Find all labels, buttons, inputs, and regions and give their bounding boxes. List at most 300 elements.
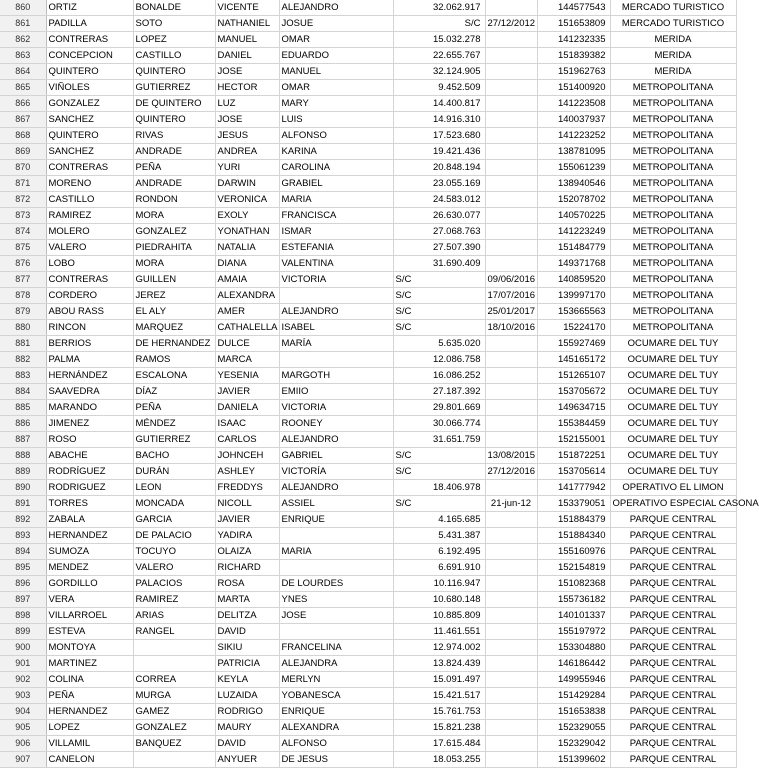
cell-last-name-1[interactable]: RODRIGUEZ (46, 480, 133, 496)
cell-date[interactable] (485, 240, 537, 256)
cell-last-name-2[interactable]: CASTILLO (133, 48, 215, 64)
cell-location[interactable]: METROPOLITANA (610, 256, 736, 272)
cell-code[interactable]: 151962763 (537, 64, 610, 80)
cell-first-name-1[interactable]: JOHNCEH (215, 448, 279, 464)
cell-location[interactable]: PARQUE CENTRAL (610, 720, 736, 736)
cell-last-name-2[interactable]: MORA (133, 256, 215, 272)
cell-last-name-1[interactable]: QUINTERO (46, 64, 133, 80)
cell-code[interactable]: 152329055 (537, 720, 610, 736)
cell-code[interactable]: 140037937 (537, 112, 610, 128)
cell-first-name-1[interactable]: MAURY (215, 720, 279, 736)
cell-first-name-1[interactable]: DAVID (215, 624, 279, 640)
cell-first-name-2[interactable] (279, 528, 393, 544)
cell-id-number[interactable]: 15.091.497 (393, 672, 485, 688)
cell-first-name-1[interactable]: NATALIA (215, 240, 279, 256)
cell-last-name-1[interactable]: RODRÍGUEZ (46, 464, 133, 480)
cell-id-number[interactable]: 16.086.252 (393, 368, 485, 384)
cell-last-name-1[interactable]: ROSO (46, 432, 133, 448)
cell-date[interactable]: 27/12/2016 (485, 464, 537, 480)
cell-last-name-2[interactable]: MARQUEZ (133, 320, 215, 336)
cell-code[interactable]: 153304880 (537, 640, 610, 656)
cell-first-name-2[interactable] (279, 560, 393, 576)
cell-last-name-1[interactable]: VILLAMIL (46, 736, 133, 752)
cell-last-name-2[interactable] (133, 656, 215, 672)
cell-last-name-1[interactable]: GORDILLO (46, 576, 133, 592)
cell-date[interactable] (485, 752, 537, 768)
cell-date[interactable]: 21-jun-12 (485, 496, 537, 512)
cell-first-name-1[interactable]: CARLOS (215, 432, 279, 448)
cell-location[interactable]: METROPOLITANA (610, 112, 736, 128)
cell-id-number[interactable]: 29.801.669 (393, 400, 485, 416)
cell-id-number[interactable]: 32.124.905 (393, 64, 485, 80)
cell-first-name-2[interactable]: CAROLINA (279, 160, 393, 176)
cell-first-name-2[interactable]: JOSUE (279, 16, 393, 32)
cell-date[interactable] (485, 160, 537, 176)
cell-code[interactable]: 151265107 (537, 368, 610, 384)
cell-code[interactable]: 141232335 (537, 32, 610, 48)
cell-last-name-1[interactable]: TORRES (46, 496, 133, 512)
cell-last-name-2[interactable]: GUTIERREZ (133, 80, 215, 96)
cell-code[interactable]: 146186442 (537, 656, 610, 672)
cell-last-name-1[interactable]: HERNANDEZ (46, 704, 133, 720)
cell-id-number[interactable]: S/C (393, 320, 485, 336)
cell-date[interactable] (485, 704, 537, 720)
cell-first-name-2[interactable]: ISMAR (279, 224, 393, 240)
cell-location[interactable]: OCUMARE DEL TUY (610, 400, 736, 416)
cell-date[interactable] (485, 256, 537, 272)
cell-first-name-1[interactable]: YADIRA (215, 528, 279, 544)
cell-location[interactable]: METROPOLITANA (610, 192, 736, 208)
cell-date[interactable] (485, 112, 537, 128)
cell-location[interactable]: PARQUE CENTRAL (610, 672, 736, 688)
cell-last-name-1[interactable]: RINCON (46, 320, 133, 336)
cell-date[interactable] (485, 576, 537, 592)
cell-first-name-1[interactable]: DANIEL (215, 48, 279, 64)
cell-last-name-2[interactable]: MONCADA (133, 496, 215, 512)
cell-last-name-2[interactable]: EL ALY (133, 304, 215, 320)
cell-code[interactable]: 152155001 (537, 432, 610, 448)
cell-date[interactable] (485, 656, 537, 672)
cell-location[interactable]: PARQUE CENTRAL (610, 736, 736, 752)
cell-date[interactable] (485, 608, 537, 624)
cell-last-name-2[interactable]: ARIAS (133, 608, 215, 624)
cell-first-name-1[interactable]: NICOLL (215, 496, 279, 512)
cell-first-name-2[interactable]: DE LOURDES (279, 576, 393, 592)
cell-date[interactable] (485, 592, 537, 608)
cell-first-name-2[interactable]: VICTORIA (279, 272, 393, 288)
cell-date[interactable] (485, 48, 537, 64)
cell-code[interactable]: 155927469 (537, 336, 610, 352)
cell-last-name-2[interactable]: LEON (133, 480, 215, 496)
cell-id-number[interactable]: 26.630.077 (393, 208, 485, 224)
cell-first-name-1[interactable]: VICENTE (215, 0, 279, 16)
cell-date[interactable] (485, 176, 537, 192)
cell-code[interactable]: 155160976 (537, 544, 610, 560)
cell-last-name-1[interactable]: MENDEZ (46, 560, 133, 576)
cell-last-name-2[interactable]: GUILLEN (133, 272, 215, 288)
cell-last-name-2[interactable]: JEREZ (133, 288, 215, 304)
cell-first-name-1[interactable]: HECTOR (215, 80, 279, 96)
cell-first-name-1[interactable]: DULCE (215, 336, 279, 352)
cell-first-name-1[interactable]: AMAIA (215, 272, 279, 288)
cell-first-name-2[interactable]: OMAR (279, 80, 393, 96)
cell-id-number[interactable]: 15.421.517 (393, 688, 485, 704)
cell-date[interactable] (485, 416, 537, 432)
cell-location[interactable]: METROPOLITANA (610, 224, 736, 240)
cell-location[interactable]: OCUMARE DEL TUY (610, 416, 736, 432)
cell-id-number[interactable]: 17.615.484 (393, 736, 485, 752)
cell-code[interactable]: 151839382 (537, 48, 610, 64)
cell-id-number[interactable]: 6.691.910 (393, 560, 485, 576)
cell-last-name-1[interactable]: MORENO (46, 176, 133, 192)
cell-first-name-2[interactable]: ASSIEL (279, 496, 393, 512)
cell-id-number[interactable]: 5.431.387 (393, 528, 485, 544)
cell-id-number[interactable]: 27.187.392 (393, 384, 485, 400)
cell-first-name-1[interactable]: LUZ (215, 96, 279, 112)
cell-first-name-2[interactable]: ALEJANDRO (279, 0, 393, 16)
cell-date[interactable]: 25/01/2017 (485, 304, 537, 320)
cell-id-number[interactable]: S/C (393, 16, 485, 32)
cell-last-name-2[interactable]: DURÁN (133, 464, 215, 480)
cell-first-name-1[interactable]: DAVID (215, 736, 279, 752)
cell-last-name-1[interactable]: HERNÁNDEZ (46, 368, 133, 384)
cell-last-name-1[interactable]: QUINTERO (46, 128, 133, 144)
cell-location[interactable]: METROPOLITANA (610, 144, 736, 160)
cell-date[interactable]: 09/06/2016 (485, 272, 537, 288)
cell-date[interactable] (485, 368, 537, 384)
cell-location[interactable]: PARQUE CENTRAL (610, 608, 736, 624)
cell-first-name-2[interactable]: MARGOTH (279, 368, 393, 384)
cell-location[interactable]: METROPOLITANA (610, 320, 736, 336)
cell-location[interactable]: PARQUE CENTRAL (610, 544, 736, 560)
cell-location[interactable]: MERCADO TURISTICO (610, 16, 736, 32)
cell-first-name-2[interactable]: VICTORIA (279, 400, 393, 416)
cell-location[interactable]: PARQUE CENTRAL (610, 528, 736, 544)
cell-location[interactable]: OPERATIVO ESPECIAL CASONA (610, 496, 736, 512)
cell-last-name-2[interactable]: MÉNDEZ (133, 416, 215, 432)
cell-first-name-2[interactable]: ALFONSO (279, 128, 393, 144)
cell-first-name-1[interactable]: NATHANIEL (215, 16, 279, 32)
cell-date[interactable]: 13/08/2015 (485, 448, 537, 464)
cell-code[interactable]: 151653809 (537, 16, 610, 32)
cell-code[interactable]: 151884379 (537, 512, 610, 528)
cell-date[interactable] (485, 736, 537, 752)
cell-first-name-1[interactable]: ANYUER (215, 752, 279, 768)
cell-last-name-2[interactable]: CORREA (133, 672, 215, 688)
cell-last-name-1[interactable]: ESTEVA (46, 624, 133, 640)
cell-last-name-1[interactable]: ORTIZ (46, 0, 133, 16)
cell-first-name-1[interactable]: MARCA (215, 352, 279, 368)
cell-last-name-1[interactable]: CONTRERAS (46, 272, 133, 288)
cell-code[interactable]: 138940546 (537, 176, 610, 192)
cell-id-number[interactable]: 17.523.680 (393, 128, 485, 144)
cell-id-number[interactable]: 5.635.020 (393, 336, 485, 352)
cell-first-name-2[interactable]: ALEJANDRO (279, 480, 393, 496)
cell-code[interactable]: 141223508 (537, 96, 610, 112)
cell-last-name-2[interactable]: PALACIOS (133, 576, 215, 592)
cell-first-name-1[interactable]: ISAAC (215, 416, 279, 432)
cell-first-name-2[interactable]: ALEJANDRA (279, 656, 393, 672)
cell-date[interactable] (485, 624, 537, 640)
cell-code[interactable]: 152078702 (537, 192, 610, 208)
cell-first-name-2[interactable]: MARÍA (279, 336, 393, 352)
cell-id-number[interactable]: S/C (393, 464, 485, 480)
cell-last-name-1[interactable]: MARANDO (46, 400, 133, 416)
cell-last-name-2[interactable] (133, 752, 215, 768)
cell-id-number[interactable]: 14.916.310 (393, 112, 485, 128)
cell-id-number[interactable]: 32.062.917 (393, 0, 485, 16)
cell-last-name-2[interactable]: MORA (133, 208, 215, 224)
cell-first-name-2[interactable]: ALFONSO (279, 736, 393, 752)
cell-first-name-2[interactable]: GABRIEL (279, 448, 393, 464)
cell-code[interactable]: 15224170 (537, 320, 610, 336)
cell-last-name-2[interactable]: ESCALONA (133, 368, 215, 384)
cell-location[interactable]: PARQUE CENTRAL (610, 704, 736, 720)
cell-code[interactable]: 153665563 (537, 304, 610, 320)
cell-date[interactable] (485, 144, 537, 160)
cell-code[interactable]: 145165172 (537, 352, 610, 368)
cell-last-name-1[interactable]: CONCEPCION (46, 48, 133, 64)
cell-last-name-1[interactable]: CONTRERAS (46, 32, 133, 48)
cell-location[interactable]: OCUMARE DEL TUY (610, 432, 736, 448)
cell-first-name-2[interactable]: YOBANESCA (279, 688, 393, 704)
cell-last-name-1[interactable]: RAMIREZ (46, 208, 133, 224)
cell-code[interactable]: 155384459 (537, 416, 610, 432)
cell-code[interactable]: 153379051 (537, 496, 610, 512)
cell-id-number[interactable]: 15.761.753 (393, 704, 485, 720)
cell-date[interactable] (485, 640, 537, 656)
cell-code[interactable]: 153705614 (537, 464, 610, 480)
cell-code[interactable]: 151884340 (537, 528, 610, 544)
cell-first-name-1[interactable]: YESENIA (215, 368, 279, 384)
cell-id-number[interactable]: 9.452.509 (393, 80, 485, 96)
cell-date[interactable] (485, 96, 537, 112)
cell-id-number[interactable]: S/C (393, 496, 485, 512)
cell-first-name-1[interactable]: RICHARD (215, 560, 279, 576)
cell-code[interactable]: 149955946 (537, 672, 610, 688)
cell-last-name-2[interactable]: RONDON (133, 192, 215, 208)
cell-code[interactable]: 140859520 (537, 272, 610, 288)
cell-location[interactable]: OCUMARE DEL TUY (610, 352, 736, 368)
cell-date[interactable] (485, 0, 537, 16)
cell-id-number[interactable]: 19.421.436 (393, 144, 485, 160)
cell-first-name-1[interactable]: EXOLY (215, 208, 279, 224)
cell-id-number[interactable]: 12.086.758 (393, 352, 485, 368)
cell-date[interactable] (485, 384, 537, 400)
cell-last-name-1[interactable]: VALERO (46, 240, 133, 256)
cell-last-name-2[interactable]: QUINTERO (133, 64, 215, 80)
cell-first-name-2[interactable]: OMAR (279, 32, 393, 48)
cell-last-name-1[interactable]: SANCHEZ (46, 112, 133, 128)
cell-last-name-1[interactable]: ZABALA (46, 512, 133, 528)
cell-last-name-2[interactable]: TOCUYO (133, 544, 215, 560)
cell-first-name-2[interactable]: EMIIO (279, 384, 393, 400)
cell-location[interactable]: OCUMARE DEL TUY (610, 336, 736, 352)
cell-date[interactable] (485, 80, 537, 96)
cell-last-name-1[interactable]: HERNANDEZ (46, 528, 133, 544)
cell-last-name-1[interactable]: BERRIOS (46, 336, 133, 352)
cell-id-number[interactable]: 13.824.439 (393, 656, 485, 672)
cell-last-name-1[interactable]: MARTINEZ (46, 656, 133, 672)
cell-id-number[interactable]: 11.461.551 (393, 624, 485, 640)
cell-first-name-1[interactable]: JOSE (215, 64, 279, 80)
cell-first-name-2[interactable]: EDUARDO (279, 48, 393, 64)
cell-first-name-1[interactable]: JESUS (215, 128, 279, 144)
cell-last-name-1[interactable]: JIMENEZ (46, 416, 133, 432)
cell-first-name-2[interactable]: MERLYN (279, 672, 393, 688)
cell-code[interactable]: 149371768 (537, 256, 610, 272)
cell-first-name-1[interactable]: ASHLEY (215, 464, 279, 480)
cell-first-name-2[interactable]: YNES (279, 592, 393, 608)
cell-first-name-2[interactable]: VICTORÍA (279, 464, 393, 480)
cell-location[interactable]: PARQUE CENTRAL (610, 592, 736, 608)
cell-date[interactable] (485, 400, 537, 416)
cell-last-name-2[interactable]: LOPEZ (133, 32, 215, 48)
cell-id-number[interactable]: 22.655.767 (393, 48, 485, 64)
cell-last-name-2[interactable]: RIVAS (133, 128, 215, 144)
cell-location[interactable]: PARQUE CENTRAL (610, 688, 736, 704)
cell-location[interactable]: OCUMARE DEL TUY (610, 368, 736, 384)
cell-date[interactable]: 18/10/2016 (485, 320, 537, 336)
cell-last-name-2[interactable]: SOTO (133, 16, 215, 32)
cell-last-name-1[interactable]: MOLERO (46, 224, 133, 240)
cell-id-number[interactable]: 30.066.774 (393, 416, 485, 432)
cell-first-name-1[interactable]: CATHALELLA (215, 320, 279, 336)
cell-code[interactable]: 141777942 (537, 480, 610, 496)
cell-first-name-1[interactable]: JOSE (215, 112, 279, 128)
cell-code[interactable]: 153705672 (537, 384, 610, 400)
cell-id-number[interactable]: 10.116.947 (393, 576, 485, 592)
cell-last-name-2[interactable]: GAMEZ (133, 704, 215, 720)
cell-date[interactable] (485, 336, 537, 352)
cell-location[interactable]: MERCADO TURISTICO (610, 0, 736, 16)
cell-location[interactable]: PARQUE CENTRAL (610, 752, 736, 768)
cell-location[interactable]: OCUMARE DEL TUY (610, 464, 736, 480)
cell-last-name-1[interactable]: LOPEZ (46, 720, 133, 736)
cell-date[interactable] (485, 544, 537, 560)
cell-first-name-2[interactable]: ENRIQUE (279, 512, 393, 528)
cell-first-name-1[interactable]: JAVIER (215, 512, 279, 528)
cell-last-name-2[interactable]: GONZALEZ (133, 224, 215, 240)
cell-first-name-2[interactable]: JOSE (279, 608, 393, 624)
cell-id-number[interactable]: 10.885.809 (393, 608, 485, 624)
cell-last-name-2[interactable]: QUINTERO (133, 112, 215, 128)
cell-code[interactable]: 151399602 (537, 752, 610, 768)
cell-id-number[interactable]: 23.055.169 (393, 176, 485, 192)
cell-location[interactable]: METROPOLITANA (610, 96, 736, 112)
cell-first-name-1[interactable]: DARWIN (215, 176, 279, 192)
cell-first-name-2[interactable]: ALEXANDRA (279, 720, 393, 736)
cell-first-name-1[interactable]: VERONICA (215, 192, 279, 208)
cell-first-name-1[interactable]: YONATHAN (215, 224, 279, 240)
cell-date[interactable] (485, 32, 537, 48)
cell-last-name-2[interactable]: GONZALEZ (133, 720, 215, 736)
cell-first-name-2[interactable]: GRABIEL (279, 176, 393, 192)
cell-first-name-2[interactable]: KARINA (279, 144, 393, 160)
cell-location[interactable]: MERIDA (610, 64, 736, 80)
cell-last-name-2[interactable]: RAMIREZ (133, 592, 215, 608)
cell-location[interactable]: METROPOLITANA (610, 272, 736, 288)
cell-first-name-1[interactable]: ALEXANDRA (215, 288, 279, 304)
cell-first-name-1[interactable]: MANUEL (215, 32, 279, 48)
cell-last-name-2[interactable] (133, 640, 215, 656)
cell-date[interactable] (485, 224, 537, 240)
cell-last-name-1[interactable]: VIÑOLES (46, 80, 133, 96)
cell-first-name-1[interactable]: LUZAIDA (215, 688, 279, 704)
cell-id-number[interactable]: S/C (393, 272, 485, 288)
cell-first-name-1[interactable]: JAVIER (215, 384, 279, 400)
cell-date[interactable]: 17/07/2016 (485, 288, 537, 304)
cell-first-name-2[interactable] (279, 624, 393, 640)
cell-location[interactable]: METROPOLITANA (610, 176, 736, 192)
cell-location[interactable]: PARQUE CENTRAL (610, 576, 736, 592)
cell-last-name-1[interactable]: SAAVEDRA (46, 384, 133, 400)
cell-date[interactable] (485, 672, 537, 688)
cell-last-name-1[interactable]: CONTRERAS (46, 160, 133, 176)
cell-first-name-2[interactable]: MARIA (279, 192, 393, 208)
cell-last-name-1[interactable]: CORDERO (46, 288, 133, 304)
cell-date[interactable] (485, 128, 537, 144)
cell-first-name-1[interactable]: OLAIZA (215, 544, 279, 560)
cell-id-number[interactable]: 31.690.409 (393, 256, 485, 272)
cell-code[interactable]: 151400920 (537, 80, 610, 96)
cell-date[interactable] (485, 720, 537, 736)
cell-code[interactable]: 151082368 (537, 576, 610, 592)
cell-first-name-1[interactable]: PATRICIA (215, 656, 279, 672)
cell-location[interactable]: METROPOLITANA (610, 288, 736, 304)
cell-first-name-2[interactable]: DE JESUS (279, 752, 393, 768)
cell-date[interactable] (485, 64, 537, 80)
cell-last-name-2[interactable]: RAMOS (133, 352, 215, 368)
cell-last-name-1[interactable]: VILLARROEL (46, 608, 133, 624)
cell-code[interactable]: 144577543 (537, 0, 610, 16)
cell-last-name-2[interactable]: DE HERNANDEZ (133, 336, 215, 352)
cell-date[interactable] (485, 432, 537, 448)
cell-last-name-1[interactable]: SANCHEZ (46, 144, 133, 160)
cell-location[interactable]: METROPOLITANA (610, 304, 736, 320)
cell-date[interactable]: 27/12/2012 (485, 16, 537, 32)
cell-location[interactable]: METROPOLITANA (610, 208, 736, 224)
cell-first-name-2[interactable]: ESTEFANIA (279, 240, 393, 256)
cell-first-name-1[interactable]: DIANA (215, 256, 279, 272)
cell-last-name-1[interactable]: GONZALEZ (46, 96, 133, 112)
cell-first-name-2[interactable]: ISABEL (279, 320, 393, 336)
cell-last-name-1[interactable]: PEÑA (46, 688, 133, 704)
cell-last-name-2[interactable]: BONALDE (133, 0, 215, 16)
cell-last-name-2[interactable]: PIEDRAHITA (133, 240, 215, 256)
cell-code[interactable]: 141223252 (537, 128, 610, 144)
cell-location[interactable]: OPERATIVO EL LIMON (610, 480, 736, 496)
cell-first-name-2[interactable] (279, 288, 393, 304)
cell-first-name-1[interactable]: SIKIU (215, 640, 279, 656)
cell-last-name-2[interactable]: GARCIA (133, 512, 215, 528)
cell-date[interactable] (485, 528, 537, 544)
cell-code[interactable]: 139997170 (537, 288, 610, 304)
cell-first-name-1[interactable]: AMER (215, 304, 279, 320)
cell-date[interactable] (485, 192, 537, 208)
cell-code[interactable]: 152329042 (537, 736, 610, 752)
cell-date[interactable] (485, 208, 537, 224)
cell-last-name-1[interactable]: LOBO (46, 256, 133, 272)
cell-first-name-1[interactable]: ROSA (215, 576, 279, 592)
cell-id-number[interactable]: 10.680.148 (393, 592, 485, 608)
cell-first-name-1[interactable]: DANIELA (215, 400, 279, 416)
cell-code[interactable]: 138781095 (537, 144, 610, 160)
cell-location[interactable]: METROPOLITANA (610, 80, 736, 96)
cell-last-name-2[interactable]: PEÑA (133, 400, 215, 416)
cell-id-number[interactable]: 31.651.759 (393, 432, 485, 448)
cell-id-number[interactable]: 12.974.002 (393, 640, 485, 656)
